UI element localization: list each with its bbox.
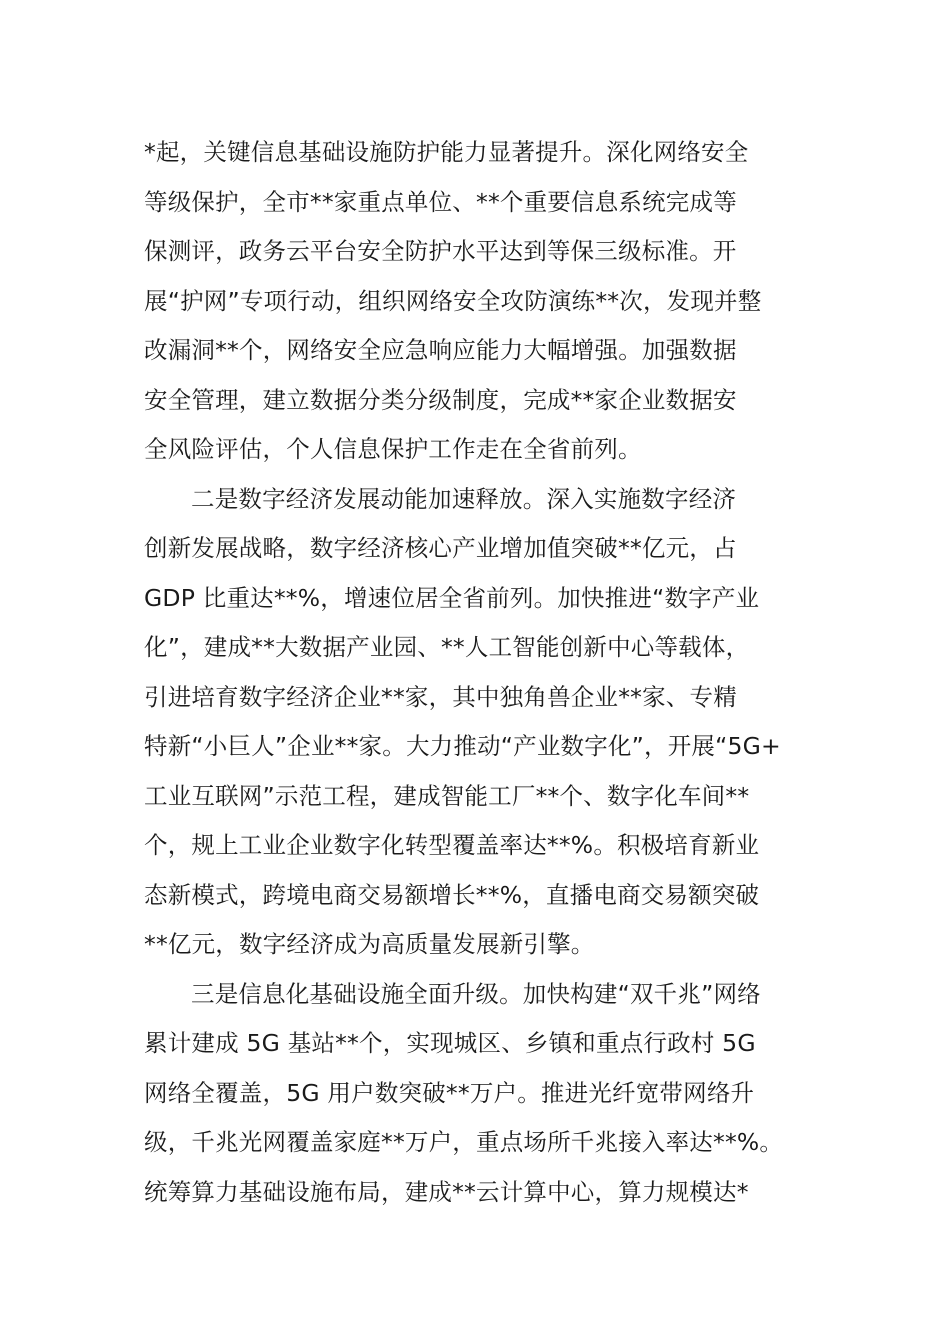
paragraph-1-line-4: 展“护网”专项行动，组织网络安全攻防演练**次，发现并整 bbox=[144, 286, 762, 315]
paragraph-2-line-10: **亿元，数字经济成为高质量发展新引擎。 bbox=[144, 930, 595, 958]
paragraph-2-line-1: 二是数字经济发展动能加速释放。深入实施数字经济 bbox=[191, 484, 737, 513]
paragraph-3-line-3: 网络全覆盖，5G 用户数突破**万户。推进光纤宽带网络升 bbox=[144, 1078, 755, 1107]
document-body bbox=[144, 128, 824, 1217]
paragraph-1-line-3: 保测评，政务云平台安全防护水平达到等保三级标准。开 bbox=[144, 237, 737, 265]
paragraph-1-line-5: 改漏洞**个，网络安全应急响应能力大幅增强。加强数据 bbox=[144, 336, 737, 364]
paragraph-3-line-4: 级，千兆光网覆盖家庭**万户，重点场所千兆接入率达**%。 bbox=[144, 1128, 784, 1156]
paragraph-3-line-1: 三是信息化基础设施全面升级。加快构建“双千兆”网络 bbox=[191, 979, 761, 1008]
paragraph-2-line-7: 工业互联网”示范工程，建成智能工厂**个、数字化车间** bbox=[144, 781, 750, 810]
paragraph-2-line-4: 化”，建成**大数据产业园、**人工智能创新中心等载体， bbox=[144, 633, 750, 661]
paragraph-3-line-2: 累计建成 5G 基站**个，实现城区、乡镇和重点行政村 5G bbox=[144, 1029, 756, 1057]
paragraph-3-line-5: 统筹算力基础设施布局，建成**云计算中心，算力规模达* bbox=[144, 1177, 749, 1206]
paragraph-2-line-2: 创新发展战略，数字经济核心产业增加值突破**亿元，占 bbox=[144, 534, 737, 562]
paragraph-1-line-1: *起，关键信息基础设施防护能力显著提升。深化网络安全 bbox=[144, 138, 749, 166]
paragraph-2-line-3: GDP 比重达**%，增速位居全省前列。加快推进“数字产业 bbox=[144, 583, 760, 612]
paragraph-2-line-5: 引进培育数字经济企业**家，其中独角兽企业**家、专精 bbox=[144, 682, 737, 711]
paragraph-1-line-7: 全风险评估，个人信息保护工作走在全省前列。 bbox=[144, 435, 642, 463]
paragraph-2-line-6: 特新“小巨人”企业**家。大力推动“产业数字化”，开展“5G+ bbox=[144, 732, 781, 760]
paragraph-2-line-8: 个，规上工业企业数字化转型覆盖率达**%。积极培育新业 bbox=[144, 831, 760, 859]
paragraph-2-line-9: 态新模式，跨境电商交易额增长**%，直播电商交易额突破 bbox=[144, 880, 760, 909]
paragraph-1-line-2: 等级保护，全市**家重点单位、**个重要信息系统完成等 bbox=[144, 187, 737, 216]
paragraph-1-line-6: 安全管理，建立数据分类分级制度，完成**家企业数据安 bbox=[144, 385, 737, 414]
